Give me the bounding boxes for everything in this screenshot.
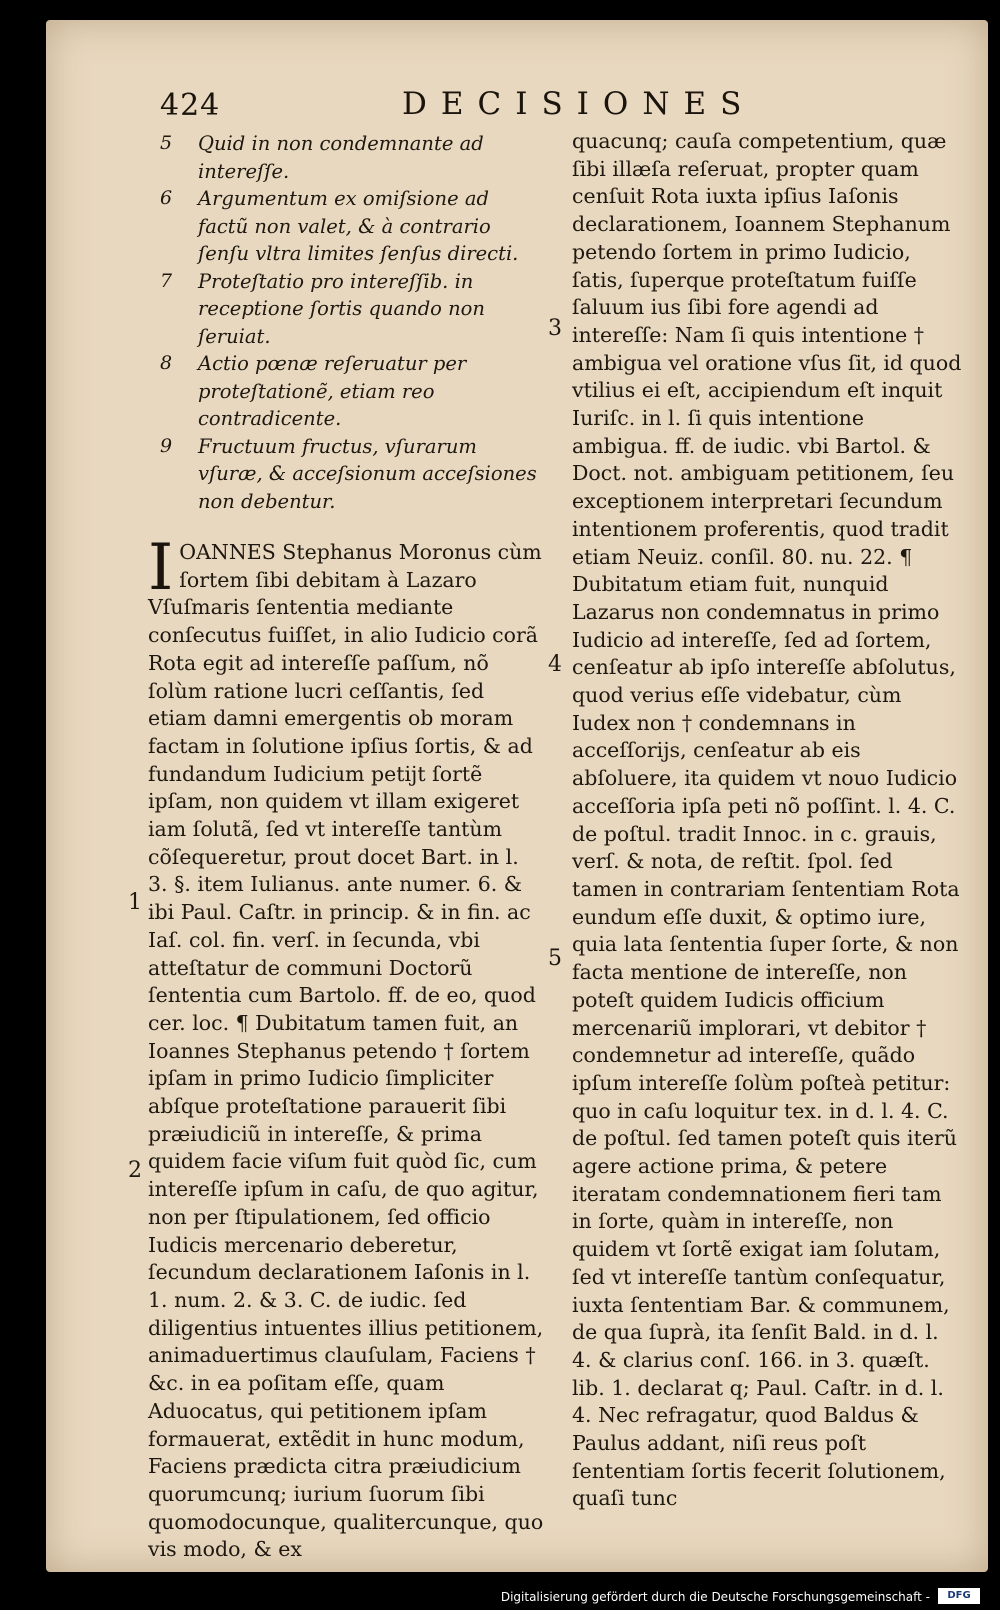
summary-number: 6 (160, 187, 173, 209)
margin-number: 2 (128, 1158, 142, 1183)
right-body-text: quacunq; cauſa competentium, quæ ſibi illæſa reſeruat, propter quam cenſuit Rota iuxta ipſius Iaſonis declarationem, Ioannem Stephanum petendo ſortem in primo Iudicio, ſatis, ſuperque proteſtatum fuiſſe ſaluum ius ſibi fore agendi ad intereſſe: Nam ſi quis intentione † ambigua vel oratione vſus ſit, id quod vtilius ei eſt, accipiendum eſt inquit Iuriſc. in l. ſi quis intentione ambigua. ff. de iudic. vbi Bartol. & Doct. not. ambiguam petitionem, ſeu exceptionem interpretari ſecundum intentionem proferentis, quod tradit etiam Neuiz. conſil. 80. nu. 22. ¶ Dubitatum etiam fuit, nunquid Lazarus non condemnatus in primo Iudicio ad intereſſe, ſed ad ſortem, cenſeatur ab ipſo intereſſe abſolutus, quod verius eſſe videbatur, cùm Iudex non † condemnans in acceſſorijs, cenſeatur ab eis abſoluere, ita quidem vt nouo Iudicio acceſſoria ipſa peti nõ poſſint. l. 4. C. de poſtul. tradit Innoc. in c. grauis, verſ. & nota, de reſtit. ſpol. ſed tamen in contrariam ſententiam Rota eundum eſſe duxit, & optimo iure, quia lata ſententia ſuper ſorte, & non facta mentione de intereſſe, non poteſt quidem Iudicis officium mercenariũ implorari, vt debitor † condemnetur ad intereſſe, quãdo ipſum intereſſe ſolùm poſteà petitur: quo in caſu loquitur tex. in d. l. 4. C. de poſtul. ſed tamen poteſt quis iterũ agere actione prima, & petere iteratam condemnationem fieri tam in ſorte, quàm in intereſſe, non quidem vt ſortẽ exigat iam ſolutam, ſed vt intereſſe tantùm conſequatur, iuxta ſententiam Bar. & communem, de qua ſuprà, ita ſenſit Bald. in d. l. 4. & clarius conſ. 166. in 3. quæſt. lib. 1. declarat q; Paul. Caſtr. in d. l. 4. Nec refragatur, quod Baldus & Paulus addant, niſi reus poſt ſententiam ſortis fecerit ſolutionem, quaſi tunc (572, 129, 962, 1511)
funding-credit: Digitalisierung gefördert durch die Deutsche Forschungsgemeinschaft - (500, 1590, 930, 1604)
summary-text: Quid in non condemnante ad intereſſe. (198, 132, 484, 183)
summary-text: Fructuum fructus, vſurarum vſuræ, & acceſsionum acceſsiones non debentur. (198, 434, 537, 513)
dfg-logo: DFG (938, 1588, 980, 1604)
footer-bar (0, 1580, 1000, 1610)
summary-number: 7 (160, 269, 173, 292)
margin-number: 1 (128, 890, 142, 915)
summary-text: Actio pœnæ reſeruatur per proteſtationẽ, etiam reo contradicente. (198, 352, 467, 430)
left-body-text: OANNES Stephanus Moronus cùm ſortem ſibi debitam à Lazaro Vſuſmaris ſententia mediante conſecutus fuiſſet, in alio Iudicio corã Rota egit ad intereſſe paſſum, nõ ſolùm ratione lucri ceſſantis, ſed etiam damni emergentis ob moram factam in ſolutione ipſius ſortis, & ad fundandum Iudicium petijt ſortẽ ipſam, non quidem vt illam exigeret iam ſolutã, ſed vt intereſſe tantùm cõſequeretur, prout docet Bart. in l. 3. §. item Iulianus. ante numer. 6. & ibi Paul. Caſtr. in princip. & in fin. ac Iaſ. col. fin. verſ. in ſecunda, vbi atteſtatur de communi Doctorũ ſententia cum Bartolo. ff. de eo, quod cer. loc. ¶ Dubitatum tamen fuit, an Ioannes Stephanus petendo † ſortem ipſam in primo Iudicio ſimpliciter abſque proteſtatione parauerit ſibi præiudiciũ in intereſſe, & prima quidem facie viſum fuit quòd ſic, cum intereſſe ipſum in caſu, de quo agitur, non per ſtipulationem, ſed officio Iudicis mercenario deberetur, ſecundum declarationem Iaſonis in l. 1. num. 2. & 3. C. de iudic. ſed diligentius intuentes illius petitionem, animaduertimus clauſulam, Faciens † &c. in ea poſitam eſſe, quam Aduocatus, qui petitionem ipſam formauerat, extẽdit in hunc modum, Faciens prædicta citra præiudicium quorumcunq; iurium ſuorum ſibi quomodocunque, qualitercunque, quo vis modo, & ex (148, 540, 544, 1562)
summary-item (148, 350, 544, 433)
summary-number: 9 (160, 434, 173, 457)
page-number: 424 (160, 88, 221, 123)
margin-number: 5 (548, 946, 562, 971)
summary-item (148, 433, 544, 516)
running-title: DECISIONES (402, 86, 756, 122)
margin-number: 4 (548, 652, 562, 677)
right-column (572, 128, 962, 1513)
summary-text: Argumentum ex omiſsione ad factũ non valet, & à contrario ſenſu vltra limites ſenſus directi. (198, 187, 519, 265)
summary-item (148, 185, 544, 268)
left-column (148, 130, 544, 1564)
main-paragraph (148, 531, 544, 1564)
summary-list (148, 130, 544, 515)
margin-number: 3 (548, 316, 562, 341)
summary-item (148, 130, 544, 185)
drop-cap: I (148, 531, 174, 605)
summary-text: Proteſtatio pro intereſſib. in receptione ſortis quando non ſeruiat. (198, 269, 485, 348)
summary-number: 5 (160, 132, 173, 154)
summary-number: 8 (160, 352, 173, 374)
summary-item (148, 268, 544, 351)
